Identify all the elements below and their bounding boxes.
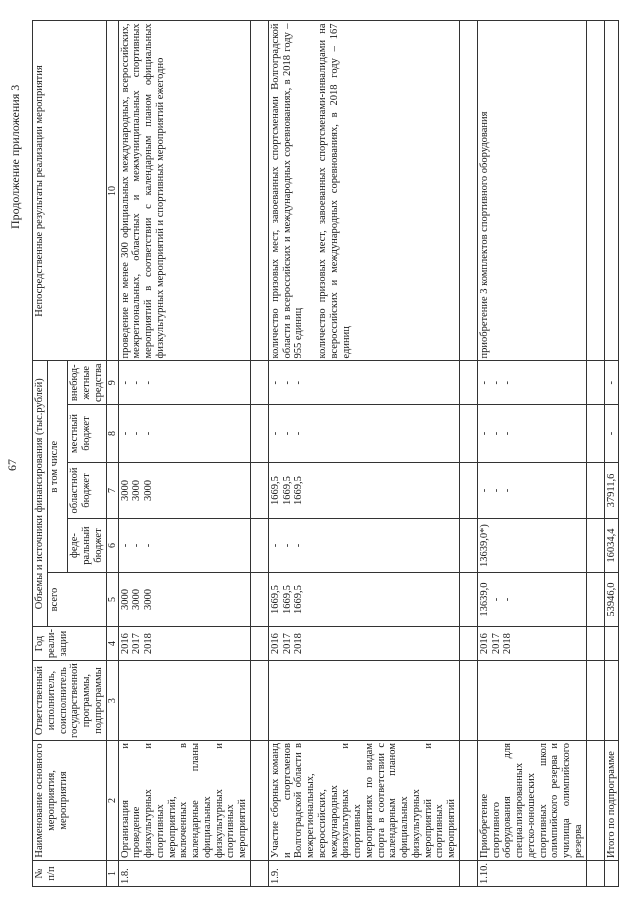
year-value: 2016 bbox=[269, 633, 281, 655]
row-regional bbox=[268, 463, 459, 519]
total-value: - bbox=[502, 597, 514, 602]
federal-value: - bbox=[131, 543, 143, 548]
federal-value: - bbox=[143, 543, 155, 548]
row-spacer bbox=[459, 21, 477, 887]
col-number: 6 bbox=[106, 519, 118, 573]
col-number: 3 bbox=[106, 661, 118, 741]
header-incl: в том числе bbox=[47, 361, 68, 573]
local-value: - bbox=[490, 431, 502, 436]
header-total: всего bbox=[47, 573, 106, 627]
year-value: 2018 bbox=[293, 633, 305, 655]
row-results bbox=[118, 21, 250, 361]
local-value: - bbox=[478, 431, 490, 436]
regional-value: 3000 bbox=[131, 480, 143, 502]
federal-value: - bbox=[281, 543, 293, 548]
col-number: 7 bbox=[106, 463, 118, 519]
total-value: 3000 bbox=[131, 589, 143, 611]
subtotal-local: - bbox=[604, 405, 619, 463]
col-number: 1 bbox=[106, 861, 118, 887]
local-value: - bbox=[281, 431, 293, 436]
col-number: 2 bbox=[106, 741, 118, 861]
row-spacer bbox=[250, 21, 268, 887]
column-number-row bbox=[106, 21, 118, 887]
col-number: 4 bbox=[106, 627, 118, 661]
row-num: 1.8. bbox=[118, 861, 250, 887]
row-local bbox=[268, 405, 459, 463]
local-value: - bbox=[143, 431, 155, 436]
row-local bbox=[118, 405, 250, 463]
subtotal-label: Итого по подпрограмме bbox=[604, 741, 619, 861]
extra-value: - bbox=[490, 381, 502, 385]
extra-value: - bbox=[131, 381, 143, 385]
year-value: 2016 bbox=[119, 633, 131, 655]
row-local bbox=[477, 405, 586, 463]
row-results bbox=[477, 21, 586, 361]
header-federal: феде-ральный бюджет bbox=[68, 519, 106, 573]
header-results: Непосредственные результаты реализации мероприятия bbox=[33, 21, 107, 361]
extra-value: - bbox=[119, 381, 131, 385]
header-num: № п/п bbox=[33, 861, 107, 887]
row-years bbox=[268, 627, 459, 661]
result-text: проведение не менее 300 официальных международных, всероссийских, межрегиональных, областных и межмуниципальных спортивных мероприятий в соответствии с календарным планом официальных физкультурных мероприятий и спортивных мероприятий ежегодно bbox=[119, 23, 166, 359]
row-total bbox=[118, 573, 250, 627]
regional-value: 1669,5 bbox=[281, 476, 293, 505]
extra-value: - bbox=[502, 381, 514, 385]
row-name: Участие сборных команд и спортсменов Волгоградской области в межрегиональных, всероссийских, международных физкультурных и спортивных мероприятиях по видам спорта в соответствии с календарным планом официальных физкультурных мероприятий и спортивных мероприятий bbox=[268, 741, 459, 861]
regional-value: - bbox=[478, 488, 490, 493]
row-extra bbox=[268, 361, 459, 405]
extra-value: - bbox=[478, 381, 490, 385]
total-value: 3000 bbox=[143, 589, 155, 611]
row-total bbox=[268, 573, 459, 627]
page-number: 67 bbox=[5, 459, 19, 471]
year-value: 2017 bbox=[281, 633, 293, 655]
regional-value: 1669,5 bbox=[269, 476, 281, 505]
col-number: 5 bbox=[106, 573, 118, 627]
row-total bbox=[477, 573, 586, 627]
continuation-title: Продолжение приложения 3 bbox=[8, 84, 22, 229]
col-number: 8 bbox=[106, 405, 118, 463]
year-value: 2017 bbox=[131, 633, 143, 655]
regional-value: - bbox=[502, 488, 514, 493]
table-row bbox=[118, 21, 250, 887]
row-results bbox=[268, 21, 459, 361]
header-extra: внебюд-жетные средства bbox=[68, 361, 106, 405]
row-years bbox=[477, 627, 586, 661]
regional-value: 1669,5 bbox=[293, 476, 305, 505]
row-executor bbox=[477, 661, 586, 741]
header-name: Наименование основного мероприятия, мероприятия bbox=[33, 741, 107, 861]
row-extra bbox=[118, 361, 250, 405]
federal-value: - bbox=[119, 543, 131, 548]
extra-value: - bbox=[269, 381, 281, 385]
regional-value: 3000 bbox=[143, 480, 155, 502]
row-num: 1.10. bbox=[477, 861, 586, 887]
local-value: - bbox=[269, 431, 281, 436]
regional-value: 3000 bbox=[119, 480, 131, 502]
row-years bbox=[118, 627, 250, 661]
result-text: количество призовых мест, завоеванных спортсменами-инвалидами на всероссийских и международных соревнованиях, в 2018 году – 167 единиц bbox=[317, 23, 352, 359]
table-row bbox=[477, 21, 586, 887]
subtotal-extra: - bbox=[604, 361, 619, 405]
year-value: 2018 bbox=[143, 633, 155, 655]
col-number: 9 bbox=[106, 361, 118, 405]
funding-table bbox=[32, 20, 619, 887]
local-value: - bbox=[293, 431, 305, 436]
row-extra bbox=[477, 361, 586, 405]
row-executor bbox=[268, 661, 459, 741]
subtotal-row bbox=[604, 21, 619, 887]
federal-value: - bbox=[269, 543, 281, 548]
extra-value: - bbox=[281, 381, 293, 385]
total-value: 1669,5 bbox=[293, 585, 305, 614]
subtotal-regional: 37911,6 bbox=[604, 463, 619, 519]
row-regional bbox=[118, 463, 250, 519]
row-name: Приобретение спортивного оборудования для специализированных детско-юношеских спортивных школ олимпийского резерва и училища олимпийского резерва bbox=[477, 741, 586, 861]
row-federal bbox=[477, 519, 586, 573]
local-value: - bbox=[119, 431, 131, 436]
federal-value: - bbox=[293, 543, 305, 548]
subtotal-federal: 16034,4 bbox=[604, 519, 619, 573]
result-text: приобретение 3 комплектов спортивного оборудования bbox=[478, 111, 490, 359]
header-local: местный бюджет bbox=[68, 405, 106, 463]
federal-value: 13639,0*) bbox=[478, 524, 490, 567]
row-executor bbox=[118, 661, 250, 741]
header-executor: Ответственный исполнитель, соисполнитель государственной программы, подпрограммы bbox=[33, 661, 107, 741]
header-regional: областной бюджет bbox=[68, 463, 106, 519]
total-value: 1669,5 bbox=[269, 585, 281, 614]
table-row bbox=[268, 21, 459, 887]
total-value: - bbox=[490, 597, 502, 602]
col-number: 10 bbox=[106, 21, 118, 361]
subtotal-total: 53946,0 bbox=[604, 573, 619, 627]
year-value: 2018 bbox=[502, 633, 514, 655]
row-federal bbox=[118, 519, 250, 573]
header-funding-group: Объемы и источники финансирования (тыс.рублей) bbox=[33, 361, 48, 627]
extra-value: - bbox=[143, 381, 155, 385]
row-spacer bbox=[586, 21, 604, 887]
regional-value: - bbox=[490, 488, 502, 493]
row-regional bbox=[477, 463, 586, 519]
total-value: 3000 bbox=[119, 589, 131, 611]
year-value: 2016 bbox=[478, 633, 490, 655]
row-num: 1.9. bbox=[268, 861, 459, 887]
local-value: - bbox=[131, 431, 143, 436]
header-year: Год реали-зации bbox=[33, 627, 107, 661]
total-value: 13639,0 bbox=[478, 582, 490, 617]
row-name: Организация и проведение физкультурных и спортивных мероприятий, включенных в календарные планы официальных физкультурных и спортивных мероприятий bbox=[118, 741, 250, 861]
year-value: 2017 bbox=[490, 633, 502, 655]
total-value: 1669,5 bbox=[281, 585, 293, 614]
local-value: - bbox=[502, 431, 514, 436]
row-federal bbox=[268, 519, 459, 573]
result-text: количество призовых мест, завоеванных спортсменами Волгоградской области в всероссийских и международных соревнованиях, в 2018 году – 955 единиц bbox=[269, 23, 305, 359]
extra-value: - bbox=[293, 381, 305, 385]
